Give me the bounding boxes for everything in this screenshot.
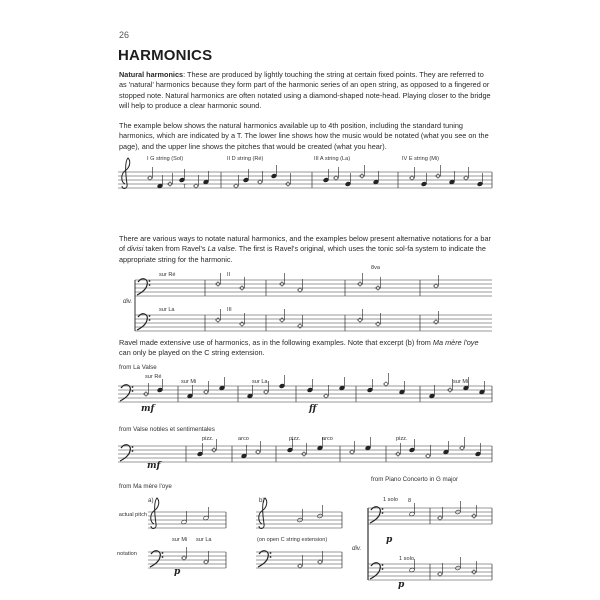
diamond-note	[280, 318, 285, 322]
paragraph-text: taken from Ravel's	[143, 244, 208, 254]
string-label-d: II D string (Ré)	[227, 156, 264, 162]
diamond-note	[358, 318, 363, 322]
paragraph-text: : These are produced by lightly touching the string at certain fixed points. They are referred to as 'natural' harmonics because they form part of the harmonic series of an open string, as opposed to a fingered or stopped note. Natural harmonics are often notated using a diamond-shaped note-head. Playing closer to the bridge will help to produce a clear harmonic sound.	[119, 70, 491, 111]
paragraph-text: There are various ways to notate natural harmonics, and the examples below present alternative notations for a bar of	[119, 234, 491, 254]
clef-dot	[270, 552, 272, 554]
extension-note: (on open C string extension)	[257, 537, 328, 543]
row-actual-pitch: actual pitch	[118, 512, 147, 518]
paragraph-italic: divisi	[127, 244, 144, 254]
dynamic-ff: ff	[309, 404, 317, 414]
label-arco-1: arco	[238, 436, 249, 442]
string-label-e: IV E string (Mi)	[402, 156, 439, 162]
dynamic-mf: mf	[141, 404, 155, 414]
bass-clef	[137, 279, 147, 295]
octave-mark-2: 8	[408, 498, 412, 504]
clef-dot	[382, 512, 384, 514]
clef-dot	[270, 556, 272, 558]
paragraph-lead: Natural harmonics	[119, 70, 184, 79]
source-ma-mere: from Ma mère l'oye	[119, 483, 172, 490]
clef-dot	[149, 280, 151, 282]
source-valses: from Valse nobles et sentimentales	[119, 426, 215, 433]
page-title: HARMONICS	[118, 47, 213, 64]
paragraph-text: . The first is Ravel's original, which uses the tonic sol-fa system to indicate the appropriate string for the harmonic.	[119, 244, 486, 264]
bass-clef	[120, 385, 130, 401]
paragraph-example-intro: The example below shows the natural harmonics available up to 4th position, including the standard tuning harmonics, which are indicated by a T. The lower line shows how the music would be notated (what you see on the page), and the upper line shows the pitches that would be created (what you hear).	[119, 121, 489, 151]
diamond-note	[334, 176, 339, 180]
diamond-note	[384, 382, 389, 386]
source-piano-concerto: from Piano Concerto in G major	[371, 476, 459, 483]
diamond-note	[438, 516, 443, 520]
dynamic-mf-2: mf	[147, 461, 161, 471]
label-pizz-2: pizz.	[289, 436, 301, 442]
label-sur-re-2: sur Ré	[145, 374, 162, 380]
diamond-note	[234, 184, 239, 188]
bass-clef	[137, 314, 147, 330]
diamond-note	[240, 322, 245, 326]
label-sur-mi-2: sur Mi	[453, 379, 469, 385]
bass-clef	[150, 551, 160, 567]
diamond-note	[258, 180, 263, 184]
diamond-note	[298, 324, 303, 328]
label-arco-2: arco	[322, 436, 333, 442]
clef-dot	[382, 568, 384, 570]
octave-mark: 8va	[371, 265, 381, 271]
div-label: div.	[123, 298, 133, 305]
diamond-note	[318, 560, 323, 564]
label-sur-mi: sur Mi	[181, 379, 197, 385]
diamond-note	[148, 176, 153, 180]
diamond-note	[298, 564, 303, 568]
diamond-note	[426, 454, 431, 458]
clef-dot	[132, 446, 134, 448]
diamond-note	[194, 184, 199, 188]
diamond-note	[204, 560, 209, 564]
div-label-2: div.	[352, 545, 362, 552]
bass-clef	[370, 563, 380, 579]
diamond-note	[216, 318, 221, 322]
bass-clef	[370, 507, 380, 523]
label-sur-mi-3: sur Mi	[172, 537, 188, 543]
label-sur-la-2: sur La	[252, 379, 268, 385]
string-label-a: III A string (La)	[314, 156, 351, 162]
diamond-note	[460, 446, 465, 450]
tuning-mark: T	[183, 184, 187, 190]
dynamic-p-3: p	[398, 580, 405, 590]
label-sur-la-3: sur La	[196, 537, 212, 543]
label-pizz-3: pizz.	[396, 436, 408, 442]
diamond-note	[464, 176, 469, 180]
bass-clef	[120, 445, 130, 461]
paragraph-italic: La valse	[207, 244, 235, 254]
clef-dot	[132, 386, 134, 388]
string-label-g: I G string (Sol)	[147, 156, 184, 162]
part-a: a)	[148, 497, 154, 504]
clef-dot	[382, 508, 384, 510]
clef-dot	[162, 556, 164, 558]
part-b: b)	[259, 497, 265, 504]
solo-label-1: 1 solo	[383, 497, 398, 503]
paragraph-text: Ravel made extensive use of harmonics, as in the following examples. Note that excerpt (b) from	[119, 338, 433, 347]
label-ii: II	[227, 272, 231, 278]
diamond-note	[298, 288, 303, 292]
clef-dot	[149, 315, 151, 317]
solo-label-2: 1 solo	[399, 556, 414, 562]
diamond-note	[376, 322, 381, 326]
diamond-note	[204, 390, 209, 394]
diamond-note	[434, 320, 439, 324]
label-sur-la: sur La	[159, 307, 175, 313]
diamond-note	[324, 394, 329, 398]
bass-clef	[258, 551, 268, 567]
clef-dot	[132, 450, 134, 452]
diamond-note	[182, 556, 187, 560]
diamond-note	[438, 572, 443, 576]
clef-dot	[149, 284, 151, 286]
clef-dot	[382, 564, 384, 566]
dynamic-p: p	[174, 567, 181, 577]
page-number: 26	[119, 30, 130, 40]
row-notation: notation	[117, 551, 137, 557]
dynamic-p-2: p	[386, 535, 393, 545]
clef-dot	[132, 390, 134, 392]
diamond-note	[350, 450, 355, 454]
label-iii: III	[227, 307, 232, 313]
diamond-note	[256, 450, 261, 454]
label-sur-re: sur Ré	[159, 272, 176, 278]
paragraph-italic: Ma mère l'oye	[432, 338, 479, 347]
paragraph-text: can only be played on the C string extension.	[119, 348, 265, 358]
diamond-note	[264, 390, 269, 394]
label-pizz-1: pizz.	[202, 436, 214, 442]
source-la-valse: from La Valse	[119, 364, 157, 371]
clef-dot	[149, 319, 151, 321]
diamond-note	[434, 284, 439, 288]
clef-dot	[162, 552, 164, 554]
diamond-note	[410, 176, 415, 180]
